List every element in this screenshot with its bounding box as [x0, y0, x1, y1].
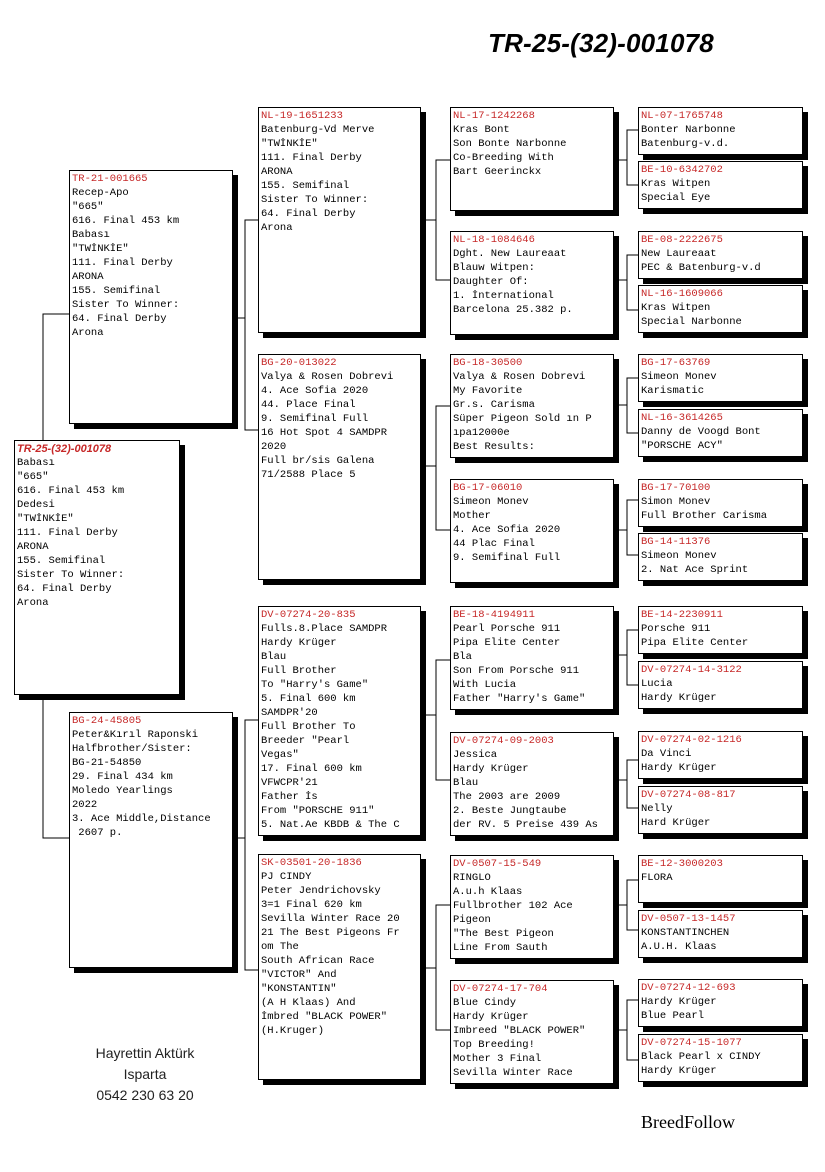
detail-line: der RV. 5 Preise 439 As [453, 819, 598, 831]
detail-line: 2607 p. [72, 827, 123, 839]
detail-line: Mother 3 Final [453, 1053, 542, 1065]
detail-line: 44 Plac Final [453, 538, 535, 550]
detail-line: 111. Final Derby [72, 257, 173, 269]
g5-card-16[interactable] [638, 1034, 803, 1082]
detail-line: My Favorite [453, 385, 523, 397]
g5-card-2[interactable] [638, 161, 803, 209]
detail-line: Black Pearl x CINDY [641, 1051, 761, 1063]
great-grandparent-card-3[interactable] [450, 354, 614, 458]
great-grandparent-details-2 [453, 247, 611, 317]
detail-line: Arona [261, 222, 293, 234]
detail-line: 64. Final Derby [261, 208, 356, 220]
detail-line: 155. Semifinal [17, 555, 106, 567]
detail-line: Nelly [641, 803, 673, 815]
detail-line: South African Race [261, 955, 375, 967]
page-title: TR-25-(32)-001078 [488, 28, 714, 58]
g5-card-4[interactable] [638, 285, 803, 333]
g5-card-7[interactable] [638, 479, 803, 527]
detail-line: Pipa Elite Center [641, 637, 749, 649]
detail-line: 4. Ace Sofia 2020 [261, 385, 369, 397]
g5-card-13[interactable] [638, 855, 803, 903]
g5-ring-11: DV-07274-02-1216 [641, 734, 742, 746]
detail-line: Bart Geerinckx [453, 166, 542, 178]
detail-line: Co-Breeding With [453, 152, 554, 164]
g5-card-1[interactable] [638, 107, 803, 155]
detail-line: Simeon Monev [453, 496, 529, 508]
g5-details-11 [641, 747, 800, 775]
detail-line: Sister To Winner: [17, 569, 125, 581]
detail-line: Kras Witpen [641, 302, 711, 314]
great-grandparent-card-6[interactable] [450, 732, 614, 836]
grandparent-ring-3: DV-07274-20-835 [261, 609, 356, 621]
sire-ring-number: TR-21-001665 [72, 173, 148, 185]
subject-ring-number: TR-25-(32)-001078 [17, 443, 112, 455]
detail-line: 5. Nat.Ae KBDB & The C [261, 819, 400, 831]
dam-details [72, 728, 230, 840]
detail-line: Simeon Monev [641, 371, 717, 383]
detail-line: 64. Final Derby [17, 583, 112, 595]
detail-line: 29. Final 434 km [72, 771, 173, 783]
detail-line: To "Harry's Game" [261, 679, 369, 691]
detail-line: Porsche 911 [641, 623, 711, 635]
great-grandparent-card-7[interactable] [450, 855, 614, 959]
detail-line: PEC & Batenburg-v.d [641, 262, 761, 274]
dam-card[interactable] [69, 712, 233, 968]
g5-ring-8: BG-14-11376 [641, 536, 711, 548]
detail-line: With Lucia [453, 679, 517, 691]
g5-details-14 [641, 926, 800, 954]
g5-ring-16: DV-07274-15-1077 [641, 1037, 742, 1049]
detail-line: Top Breeding! [453, 1039, 535, 1051]
detail-line: Pipa Elite Center [453, 637, 561, 649]
grandparent-card-1[interactable] [258, 107, 421, 333]
connector-g3a [421, 160, 451, 280]
connector-g4g [614, 880, 640, 930]
detail-line: Barcelona 25.382 p. [453, 304, 573, 316]
detail-line: (H.Kruger) [261, 1025, 325, 1037]
g5-details-2 [641, 177, 800, 205]
detail-line: 2022 [72, 799, 98, 811]
detail-line: Special Eye [641, 192, 711, 204]
g5-details-9 [641, 622, 800, 650]
detail-line: ARONA [17, 541, 49, 553]
g5-ring-10: DV-07274-14-3122 [641, 664, 742, 676]
g5-details-13 [641, 871, 800, 885]
detail-line: Jessica [453, 749, 498, 761]
detail-line: New Laureaat [641, 248, 717, 260]
detail-line: Peter&Kırıl Raponski [72, 729, 199, 741]
connector-sire-g3b [233, 318, 259, 430]
grandparent-details-2 [261, 370, 418, 482]
g5-card-12[interactable] [638, 786, 803, 834]
detail-line: "The Best Pigeon [453, 928, 554, 940]
detail-line: Best Results: [453, 441, 535, 453]
detail-line: Simon Monev [641, 496, 711, 508]
grandparent-ring-4: SK-03501-20-1836 [261, 857, 362, 869]
g5-ring-5: BG-17-63769 [641, 357, 711, 369]
sire-details [72, 186, 230, 340]
subject-details [17, 456, 177, 610]
detail-line: ARONA [261, 166, 293, 178]
detail-line: PJ CINDY [261, 871, 312, 883]
detail-line: "TWİNKİE" [17, 513, 74, 525]
detail-line: Full Brother To [261, 721, 356, 733]
detail-line: Blau [261, 651, 287, 663]
detail-line: Lucia [641, 678, 673, 690]
detail-line: Hardy Krüger [453, 1011, 529, 1023]
grandparent-card-3[interactable] [258, 606, 421, 836]
detail-line: Batenburg-Vd Merve [261, 124, 375, 136]
detail-line: Full Brother [261, 665, 337, 677]
dam-ring-number: BG-24-45805 [72, 715, 142, 727]
detail-line: Blauw Witpen: [453, 262, 535, 274]
detail-line: Bla [453, 651, 472, 663]
detail-line: Imbreed "BLACK POWER" [453, 1025, 586, 1037]
detail-line: (A H Klaas) And [261, 997, 356, 1009]
detail-line: Hardy Krüger [641, 762, 717, 774]
detail-line: Hardy Krüger [453, 763, 529, 775]
detail-line: Sevilla Winter Race 20 [261, 913, 400, 925]
detail-line: Blue Cindy [453, 997, 517, 1009]
g5-details-15 [641, 995, 800, 1023]
g5-details-5 [641, 370, 800, 398]
g5-card-10[interactable] [638, 661, 803, 709]
connector-g4b [614, 255, 640, 310]
g5-details-1 [641, 123, 800, 151]
detail-line: A.u.h Klaas [453, 886, 523, 898]
detail-line: 4. Ace Sofia 2020 [453, 524, 561, 536]
detail-line: "KONSTANTIN" [261, 983, 337, 995]
detail-line: "TWİNKİE" [72, 243, 129, 255]
g5-card-9[interactable] [638, 606, 803, 654]
detail-line: Moledo Yearlings [72, 785, 173, 797]
detail-line: FLORA [641, 872, 673, 884]
detail-line: VFWCPR'21 [261, 777, 318, 789]
detail-line: ıpa12000e [453, 427, 510, 439]
g5-card-14[interactable] [638, 910, 803, 958]
great-grandparent-details-5 [453, 622, 611, 706]
great-grandparent-card-1[interactable] [450, 107, 614, 211]
detail-line: Recep-Apo [72, 187, 129, 199]
detail-line: Peter Jendrichovsky [261, 885, 381, 897]
grandparent-ring-1: NL-19-1651233 [261, 110, 343, 122]
g5-ring-6: NL-16-3614265 [641, 412, 723, 424]
detail-line: Daughter Of: [453, 276, 529, 288]
detail-line: "VICTOR" And [261, 969, 337, 981]
detail-line: 9. Semifinal Full [261, 413, 369, 425]
owner-city: Isparta [123, 1066, 167, 1082]
connector-g4h [614, 1000, 640, 1060]
g5-details-6 [641, 425, 800, 453]
g5-card-11[interactable] [638, 731, 803, 779]
detail-line: Son From Porsche 911 [453, 665, 580, 677]
g5-ring-12: DV-07274-08-817 [641, 789, 736, 801]
detail-line: Hardy Krüger [641, 692, 717, 704]
detail-line: Hard Krüger [641, 817, 711, 829]
detail-line: "PORSCHE ACY" [641, 440, 723, 452]
detail-line: Babası [17, 457, 55, 469]
connector-g3b [421, 406, 451, 530]
detail-line: The 2003 are 2009 [453, 791, 561, 803]
g5-details-3 [641, 247, 800, 275]
detail-line: 2. Beste Jungtaube [453, 805, 567, 817]
detail-line: RINGLO [453, 872, 491, 884]
detail-line: KONSTANTINCHEN [641, 927, 730, 939]
great-grandparent-ring-4: BG-17-06010 [453, 482, 523, 494]
detail-line: Blau [453, 777, 479, 789]
detail-line: Hardy Krüger [641, 1065, 717, 1077]
great-grandparent-card-8[interactable] [450, 980, 614, 1084]
subject-card[interactable] [14, 440, 180, 695]
detail-line: 3. Ace Middle,Distance [72, 813, 211, 825]
detail-line: Süper Pigeon Sold ın P [453, 413, 592, 425]
connector-subject-sire [43, 314, 70, 440]
detail-line: Simeon Monev [641, 550, 717, 562]
detail-line: Valya & Rosen Dobrevi [261, 371, 394, 383]
brand-label: BreedFollow [641, 1112, 735, 1132]
great-grandparent-ring-3: BG-18-30500 [453, 357, 523, 369]
detail-line: Fulls.8.Place SAMDPR [261, 623, 388, 635]
detail-line: Son Bonte Narbonne [453, 138, 567, 150]
detail-line: Arona [17, 597, 49, 609]
g5-ring-14: DV-0507-13-1457 [641, 913, 736, 925]
sire-card[interactable] [69, 170, 233, 424]
detail-line: Danny de Voogd Bont [641, 426, 761, 438]
g5-details-10 [641, 677, 800, 705]
g5-ring-2: BE-10-6342702 [641, 164, 723, 176]
great-grandparent-ring-1: NL-17-1242268 [453, 110, 535, 122]
g5-ring-13: BE-12-3000203 [641, 858, 723, 870]
detail-line: Pigeon [453, 914, 491, 926]
detail-line: 2020 [261, 441, 287, 453]
g5-ring-7: BG-17-70100 [641, 482, 711, 494]
great-grandparent-card-5[interactable] [450, 606, 614, 710]
connector-g4f [614, 760, 640, 808]
detail-line: 5. Final 600 km [261, 693, 356, 705]
detail-line: 64. Final Derby [72, 313, 167, 325]
detail-line: Special Narbonne [641, 316, 742, 328]
detail-line: 1. İnternational [453, 290, 554, 302]
g5-details-4 [641, 301, 800, 329]
great-grandparent-details-4 [453, 495, 611, 565]
detail-line: Da Vinci [641, 748, 692, 760]
great-grandparent-ring-7: DV-0507-15-549 [453, 858, 542, 870]
detail-line: Hardy Krüger [261, 637, 337, 649]
detail-line: A.U.H. Klaas [641, 941, 717, 953]
detail-line: Babası [72, 229, 110, 241]
detail-line: Full br/sis Galena [261, 455, 375, 467]
detail-line: "665" [17, 471, 49, 483]
detail-line: Breeder "Pearl [261, 735, 350, 747]
grandparent-details-1 [261, 123, 418, 235]
detail-line: 44. Place Final [261, 399, 356, 411]
detail-line: 16 Hot Spot 4 SAMDPR [261, 427, 388, 439]
great-grandparent-card-4[interactable] [450, 479, 614, 583]
detail-line: om The [261, 941, 299, 953]
detail-line: SAMDPR'20 [261, 707, 318, 719]
detail-line: Sister To Winner: [261, 194, 369, 206]
detail-line: Arona [72, 327, 104, 339]
detail-line: 3=1 Final 620 km [261, 899, 362, 911]
great-grandparent-details-6 [453, 748, 611, 832]
owner-name: Hayrettin Aktürk [95, 1045, 195, 1061]
connector-g4e [614, 630, 640, 685]
great-grandparent-details-3 [453, 370, 611, 454]
owner-info [70, 1043, 220, 1106]
g5-ring-4: NL-16-1609066 [641, 288, 723, 300]
owner-phone: 0542 230 63 20 [96, 1087, 194, 1103]
connector-g3c [421, 660, 451, 780]
g5-ring-9: BE-14-2230911 [641, 609, 723, 621]
grandparent-card-4[interactable] [258, 854, 421, 1080]
great-grandparent-ring-2: NL-18-1084646 [453, 234, 535, 246]
detail-line: 9. Semifinal Full [453, 552, 561, 564]
connector-dam-g3c [233, 720, 259, 838]
detail-line: Vegas" [261, 749, 299, 761]
detail-line: 17. Final 600 km [261, 763, 362, 775]
g5-card-15[interactable] [638, 979, 803, 1027]
detail-line: 155. Semifinal [72, 285, 161, 297]
connector-dam-g3d [233, 838, 259, 970]
detail-line: "TWİNKİE" [261, 138, 318, 150]
great-grandparent-ring-8: DV-07274-17-704 [453, 983, 548, 995]
great-grandparent-details-1 [453, 123, 611, 179]
great-grandparent-card-2[interactable] [450, 231, 614, 335]
connector-g4a [614, 130, 640, 185]
g5-ring-15: DV-07274-12-693 [641, 982, 736, 994]
detail-line: 21 The Best Pigeons Fr [261, 927, 400, 939]
detail-line: ARONA [72, 271, 104, 283]
grandparent-details-4 [261, 870, 418, 1038]
great-grandparent-details-7 [453, 871, 611, 955]
detail-line: Full Brother Carisma [641, 510, 768, 522]
detail-line: Kras Witpen [641, 178, 711, 190]
detail-line: "665" [72, 201, 104, 213]
detail-line: Line From Sauth [453, 942, 548, 954]
detail-line: Dght. New Laureaat [453, 248, 567, 260]
g5-card-3[interactable] [638, 231, 803, 279]
detail-line: 111. Final Derby [261, 152, 362, 164]
detail-line: Halfbrother/Sister: [72, 743, 192, 755]
great-grandparent-ring-5: BE-18-4194911 [453, 609, 535, 621]
detail-line: 2. Nat Ace Sprint [641, 564, 749, 576]
connector-sire-g3a [233, 220, 259, 318]
g5-details-7 [641, 495, 800, 523]
detail-line: Sevilla Winter Race [453, 1067, 573, 1079]
detail-line: Pearl Porsche 911 [453, 623, 561, 635]
great-grandparent-ring-6: DV-07274-09-2003 [453, 735, 554, 747]
g5-card-6[interactable] [638, 409, 803, 457]
connector-g3d [421, 905, 451, 1030]
detail-line: Hardy Krüger [641, 996, 717, 1008]
g5-details-12 [641, 802, 800, 830]
connector-g4c [614, 378, 640, 433]
detail-line: From "PORSCHE 911" [261, 805, 375, 817]
great-grandparent-details-8 [453, 996, 611, 1080]
detail-line: 111. Final Derby [17, 527, 118, 539]
g5-card-8[interactable] [638, 533, 803, 581]
g5-details-8 [641, 549, 800, 577]
detail-line: Blue Pearl [641, 1010, 705, 1022]
detail-line: 616. Final 453 km [17, 485, 125, 497]
detail-line: Father İs [261, 791, 318, 803]
grandparent-card-2[interactable] [258, 354, 421, 580]
grandparent-details-3 [261, 622, 418, 832]
detail-line: Kras Bont [453, 124, 510, 136]
detail-line: 71/2588 Place 5 [261, 469, 356, 481]
detail-line: Sister To Winner: [72, 299, 180, 311]
detail-line: İmbred "BLACK POWER" [261, 1011, 388, 1023]
detail-line: Karismatic [641, 385, 705, 397]
g5-card-5[interactable] [638, 354, 803, 402]
detail-line: Father "Harry's Game" [453, 693, 586, 705]
g5-ring-3: BE-08-2222675 [641, 234, 723, 246]
detail-line: Batenburg-v.d. [641, 138, 730, 150]
connector-subject-dam [43, 700, 70, 838]
detail-line: 155. Semifinal [261, 180, 350, 192]
detail-line: Mother [453, 510, 491, 522]
detail-line: Fullbrother 102 Ace [453, 900, 573, 912]
g5-ring-1: NL-07-1765748 [641, 110, 723, 122]
connector-g4d [614, 500, 640, 555]
g5-details-16 [641, 1050, 800, 1078]
detail-line: Gr.s. Carisma [453, 399, 535, 411]
detail-line: Valya & Rosen Dobrevi [453, 371, 586, 383]
detail-line: Bonter Narbonne [641, 124, 736, 136]
grandparent-ring-2: BG-20-013022 [261, 357, 337, 369]
detail-line: Dedesi [17, 499, 55, 511]
detail-line: 616. Final 453 km [72, 215, 180, 227]
detail-line: BG-21-54850 [72, 757, 142, 769]
